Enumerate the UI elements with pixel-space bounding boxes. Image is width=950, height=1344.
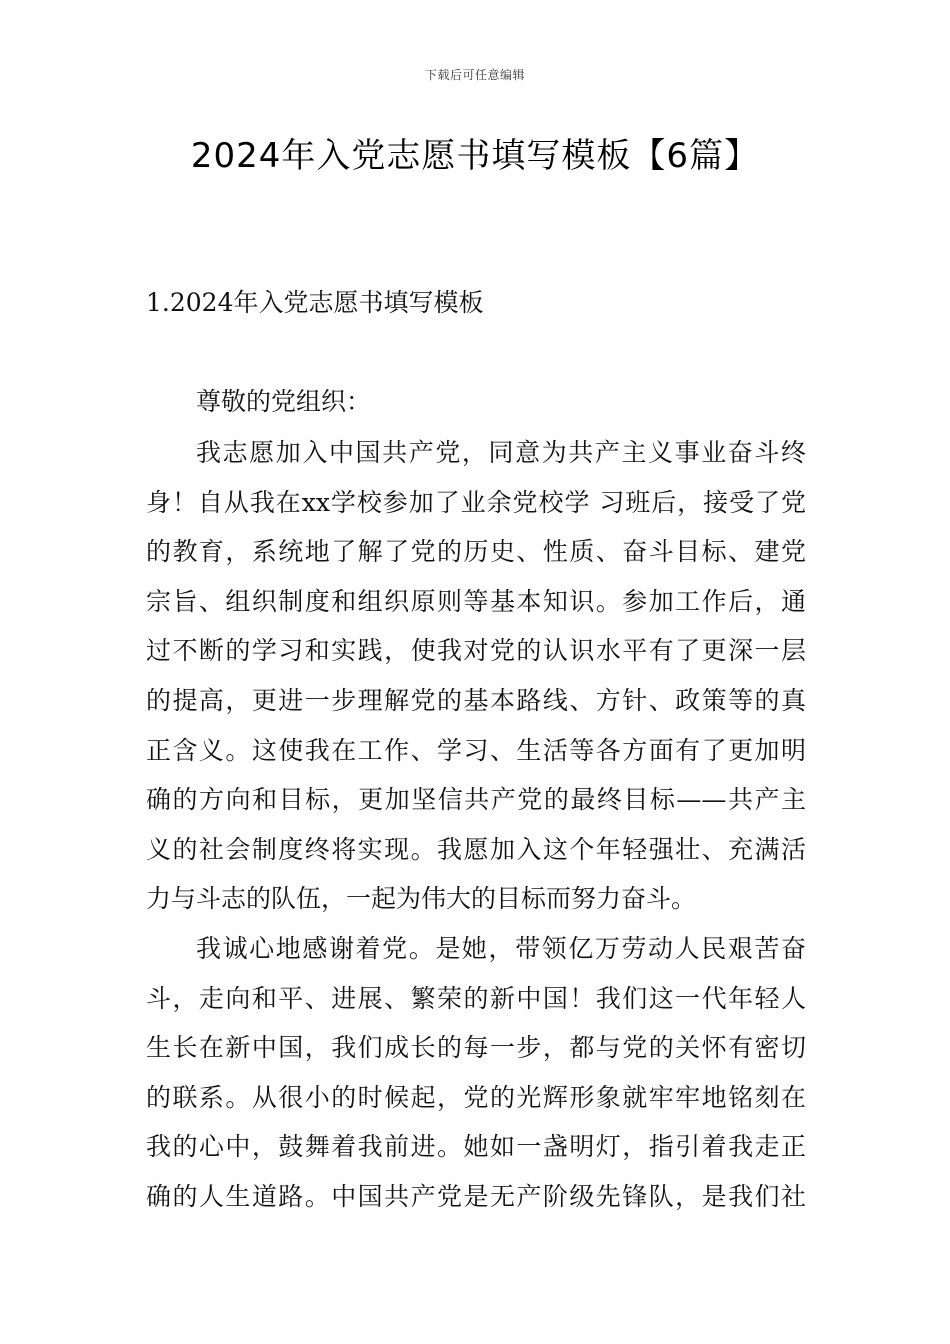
body-text bbox=[146, 428, 806, 1222]
paragraph-2-line: 生长在新中国，我们成长的每一步，都与党的关怀有密切 bbox=[146, 1033, 806, 1063]
paragraph-1-line: 过不断的学习和实践，使我对党的认识水平有了更深一层 bbox=[146, 636, 806, 666]
paragraph-1-line: 义的社会制度终将实现。我愿加入这个年轻强壮、充满活 bbox=[146, 834, 806, 864]
paragraph-2-line: 确的人生道路。中国共产党是无产阶级先锋队，是我们社 bbox=[146, 1181, 806, 1211]
salutation: 尊敬的党组织： bbox=[196, 387, 372, 416]
paragraph-1-line: 我志愿加入中国共产党，同意为共产主义事业奋斗终 bbox=[196, 438, 806, 467]
document-title: 2024年入党志愿书填写模板【6篇】 bbox=[190, 136, 760, 176]
paragraph-2-line: 我的心中，鼓舞着我前进。她如一盏明灯，指引着我走正 bbox=[146, 1132, 806, 1162]
section-heading: 1.2024年入党志愿书填写模板 bbox=[146, 288, 484, 317]
paragraph-1-line: 确的方向和目标，更加坚信共产党的最终目标——共产主 bbox=[146, 785, 806, 815]
paragraph-1-line: 宗旨、组织制度和组织原则等基本知识。参加工作后，通 bbox=[146, 586, 806, 616]
paragraph-2-line: 斗，走向和平、进展、繁荣的新中国！我们这一代年轻人 bbox=[146, 983, 806, 1013]
paragraph-1-line: 正含义。这使我在工作、学习、生活等各方面有了更加明 bbox=[146, 735, 806, 765]
paragraph-2-line: 的联系。从很小的时候起，党的光辉形象就牢牢地铭刻在 bbox=[146, 1082, 806, 1112]
paragraph-2-line: 我诚心地感谢着党。是她，带领亿万劳动人民艰苦奋 bbox=[196, 933, 806, 963]
paragraph-1-line: 的提高，更进一步理解党的基本路线、方针、政策等的真 bbox=[146, 685, 806, 715]
paragraph-1-line: 身！自从我在xx学校参加了业余党校学 习班后，接受了党 bbox=[146, 487, 806, 517]
paragraph-1-line: 的教育，系统地了解了党的历史、性质、奋斗目标、建党 bbox=[146, 537, 806, 567]
header-note: 下载后可任意编辑 bbox=[424, 68, 525, 82]
paragraph-1-line: 力与斗志的队伍，一起为伟大的目标而努力奋斗。 bbox=[146, 884, 697, 914]
